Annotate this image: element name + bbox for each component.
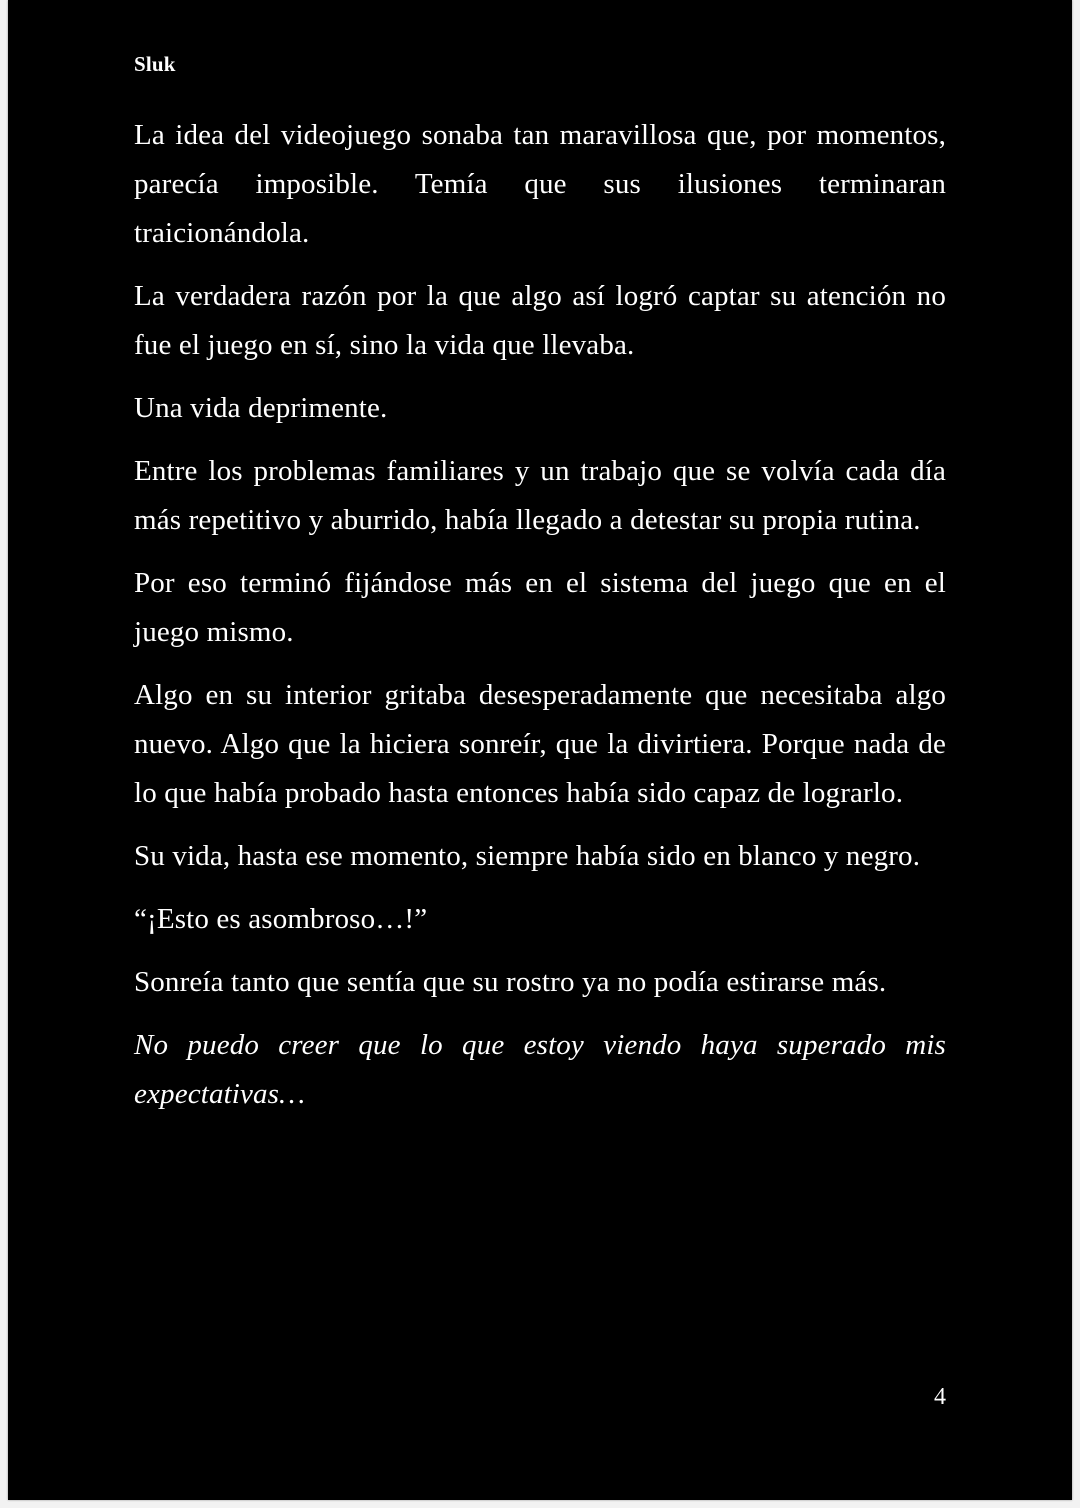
paragraph: Una vida deprimente. bbox=[134, 392, 388, 424]
paragraph: La verdadera razón por la que algo así logró captar su atención no fue el juego en sí, sino la vida que llevaba. bbox=[134, 280, 946, 361]
dialogue-paragraph: “¡Esto es asombroso…!” bbox=[134, 903, 428, 935]
paragraph: Entre los problemas familiares y un trabajo que se volvía cada día más repetitivo y aburrido, había llegado a detestar su propia rutina. bbox=[134, 455, 946, 536]
paragraph: Sonreía tanto que sentía que su rostro ya no podía estirarse más. bbox=[134, 966, 887, 998]
page-body bbox=[134, 111, 946, 1133]
paragraph: Su vida, hasta ese momento, siempre había sido en blanco y negro. bbox=[134, 840, 921, 872]
paragraph: Algo en su interior gritaba desesperadamente que necesitaba algo nuevo. Algo que la hiciera sonreír, que la divirtiera. Porque nada de lo que había probado hasta entonces había sido capaz de lograrlo. bbox=[134, 679, 946, 809]
paragraph: Por eso terminó fijándose más en el sistema del juego que en el juego mismo. bbox=[134, 567, 946, 648]
page-number: 4 bbox=[934, 1384, 946, 1410]
inner-thought-paragraph: No puedo creer que lo que estoy viendo haya superado mis expectativas… bbox=[134, 1029, 946, 1110]
paragraph: La idea del videojuego sonaba tan maravillosa que, por momentos, parecía imposible. Temía que sus ilusiones terminaran traicionándola. bbox=[134, 119, 946, 249]
document-page bbox=[8, 0, 1072, 1500]
running-header-author: Sluk bbox=[134, 52, 176, 76]
